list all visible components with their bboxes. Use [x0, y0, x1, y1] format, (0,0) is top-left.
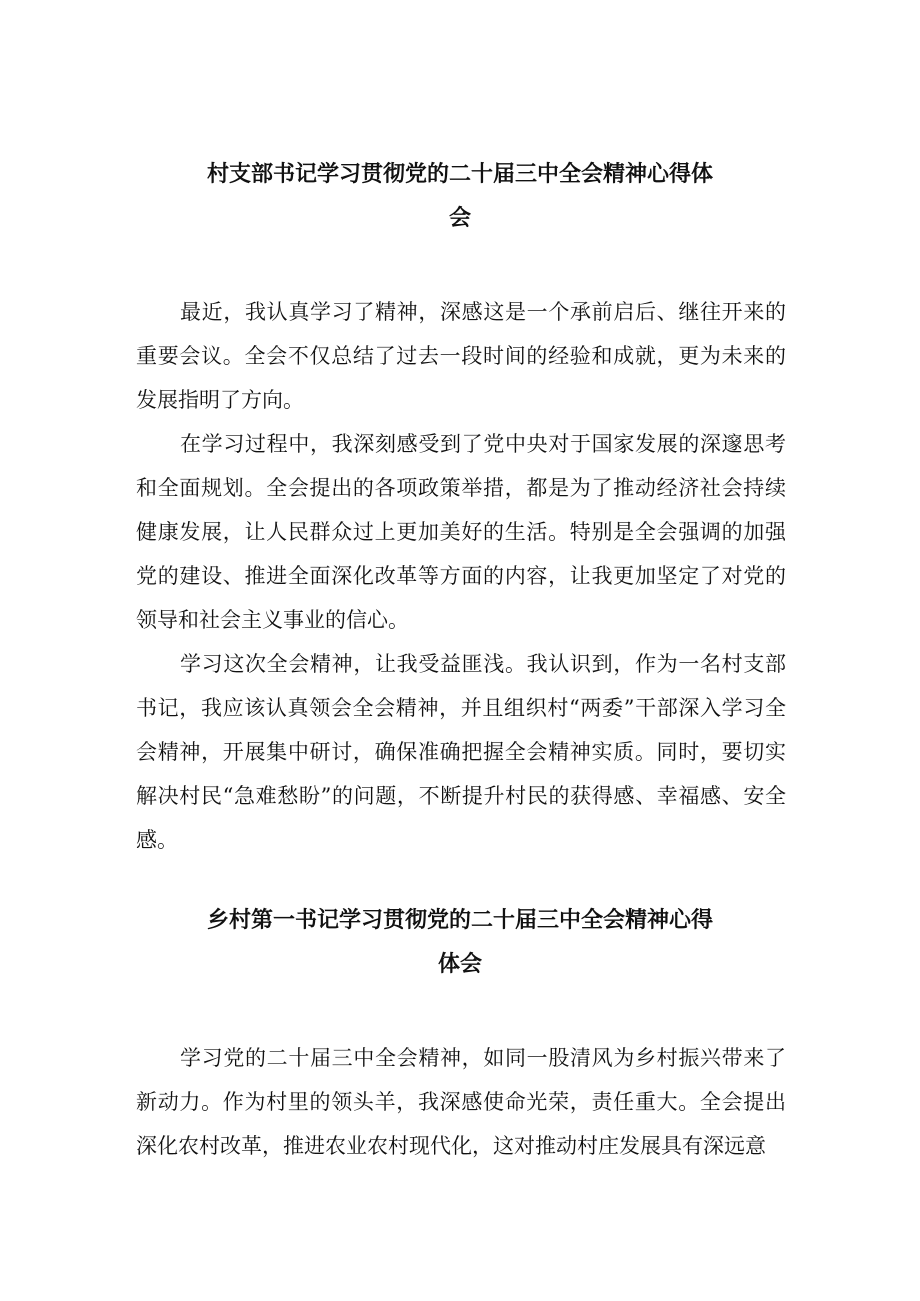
section-2-paragraph-1: 学习党的二十届三中全会精神，如同一股清风为乡村振兴带来了新动力。作为村里的领头羊，我深感使命光荣，责任重大。全会提出深化农村改革，推进农业农村现代化，这对推动村庄发展具有深远意 — [136, 1046, 786, 1158]
section-2-title — [0, 898, 920, 986]
section-1-paragraph-2: 在学习过程中，我深刻感受到了党中央对于国家发展的深邃思考和全面规划。全会提出的各项政策举措，都是为了推动经济社会持续健康发展，让人民群众过上更加美好的生活。特别是全会强调的加强党的建设、推进全面深化改革等方面的内容，让我更加坚定了对党的领导和社会主义事业的信心。 — [136, 432, 786, 632]
section-2-title-line-2: 体会 — [437, 951, 482, 977]
section-1-title-line-2: 会 — [448, 205, 471, 231]
section-1-paragraph-1: 最近，我认真学习了精神，深感这是一个承前启后、继往开来的重要会议。全会不仅总结了过去一段时间的经验和成就，更为未来的发展指明了方向。 — [136, 300, 786, 412]
section-1-paragraph-3: 学习这次全会精神，让我受益匪浅。我认识到，作为一名村支部书记，我应该认真领会全会精神，并且组织村“两委”干部深入学习全会精神，开展集中研讨，确保准确把握全会精神实质。同时，要切实解决村民“急难愁盼”的问题，不断提升村民的获得感、幸福感、安全感。 — [136, 652, 786, 852]
section-1-title-line-1: 村支部书记学习贯彻党的二十届三中全会精神心得体 — [206, 161, 713, 187]
section-1-title — [0, 152, 920, 240]
section-2-title-line-1: 乡村第一书记学习贯彻党的二十届三中全会精神心得 — [206, 907, 713, 933]
